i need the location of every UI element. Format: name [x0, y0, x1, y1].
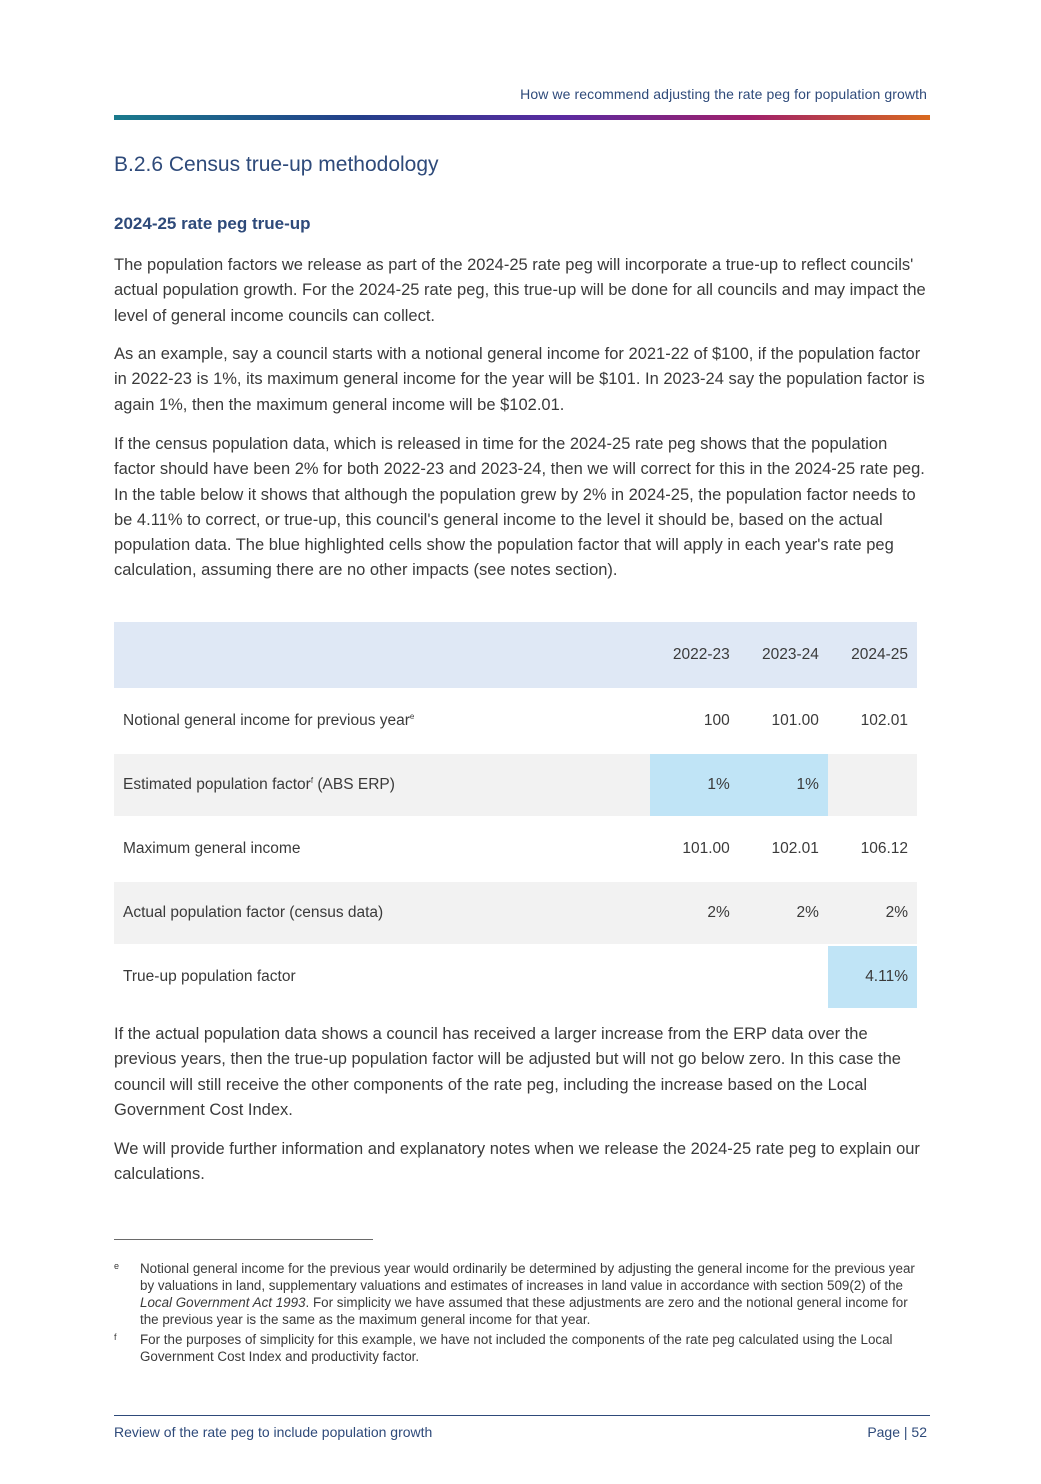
act-title: Local Government Act 1993 [140, 1295, 306, 1310]
footnote-ref-f: f [310, 775, 314, 785]
table-cell-highlighted: 1% [739, 754, 828, 816]
table-cell: 102.01 [860, 712, 908, 729]
paragraph-adjustment: If the actual population data shows a council has received a larger increase from the ERP data over the previous years, then the true-up population factor will be adjusted but will not go below zero. In this case the council will still receive the other components of the rate peg, including the increase based on the Local Government Cost Index. [114, 1025, 901, 1119]
row-label: True-up population factor [123, 968, 296, 985]
table-cell: 100 [703, 712, 730, 729]
table-row [114, 946, 917, 1008]
section-heading: B.2.6 Census true-up methodology [114, 153, 439, 176]
table-header-row [114, 622, 917, 688]
footer-document-title: Review of the rate peg to include population growth [114, 1424, 433, 1440]
row-label: Actual population factor (census data) [114, 882, 650, 944]
true-up-table [114, 620, 917, 1010]
row-label-text: Estimated population factor [123, 776, 311, 793]
paragraph-intro: The population factors we release as part of the 2024-25 rate peg will incorporate a true-up to reflect councils' actual population growth. For the 2024-25 rate peg, this true-up will be done for all councils and may impact the level of general income councils can collect. [114, 256, 926, 325]
footnote-text: For the purposes of simplicity for this example, we have not included the components of the rate peg calculated using the Local Government Cost Index and productivity factor. [140, 1332, 893, 1364]
paragraph-census: If the census population data, which is released in time for the 2024-25 rate peg shows that the population factor should have been 2% for both 2022-23 and 2023-24, then we will correct for this in the 2024-25 rate peg. In the table below it shows that although the population grew by 2% in 2024-25, the population factor needs to be 4.11% to correct, or true-up, this council's general income to the level it should be, based on the actual population data. The blue highlighted cells show the population factor that will apply in each year's rate peg calculation, assuming there are no other impacts (see notes section). [114, 435, 925, 580]
table-cell: 101.00 [682, 840, 730, 857]
table-row [114, 882, 917, 944]
table-row [114, 754, 917, 816]
footnote-text: Notional general income for the previous year would ordinarily be determined by adjusting the general income for the previous year by valuations in land, supplementary valuations and estimates of increases in land value in accordance with section 509(2) of the Local Government Act 1993. For simplicity we have assumed that these adjustments are zero and the notional general income for the previous year is the same as the maximum general income for that year. [140, 1261, 915, 1327]
footer-divider [114, 1415, 930, 1416]
table-cell: 106.12 [860, 840, 908, 857]
table-header-cell: 2023-24 [739, 622, 828, 688]
table-row [114, 690, 917, 752]
running-header: How we recommend adjusting the rate peg for population growth [520, 86, 927, 102]
row-label [114, 754, 650, 816]
header-gradient-rule [114, 115, 930, 120]
table-cell [739, 946, 828, 1008]
table-header-blank [114, 622, 650, 688]
row-label: Maximum general income [123, 840, 301, 857]
row-label [114, 690, 650, 752]
page-number: Page | 52 [867, 1424, 927, 1440]
row-label-suffix: (ABS ERP) [313, 776, 395, 793]
subsection-heading: 2024-25 rate peg true-up [114, 214, 311, 233]
footnote-mark: f [114, 1332, 117, 1342]
table-cell: 2% [739, 882, 828, 944]
paragraph-example: As an example, say a council starts with a notional general income for 2021-22 of $100, if the population factor in 2022-23 is 1%, its maximum general income for the year will be $101. In 2023-24 say the population factor is again 1%, then the maximum general income will be $102.01. [114, 345, 925, 414]
table-cell [650, 946, 739, 1008]
table-cell [828, 754, 917, 816]
table-header-cell: 2024-25 [828, 622, 917, 688]
table-cell: 2% [828, 882, 917, 944]
table-row [114, 818, 917, 880]
row-label-text: Notional general income for previous year [123, 712, 410, 729]
footnote-mark: e [114, 1261, 120, 1271]
footnote-divider [114, 1239, 373, 1240]
table-cell: 101.00 [771, 712, 819, 729]
table-header-cell: 2022-23 [650, 622, 739, 688]
table-cell: 102.01 [771, 840, 819, 857]
footnote-f [114, 1331, 929, 1365]
footnote-ref-e: e [409, 711, 415, 721]
table-cell-highlighted: 4.11% [828, 946, 917, 1008]
footnote-e [114, 1260, 929, 1328]
paragraph-further-info: We will provide further information and explanatory notes when we release the 2024-25 rate peg to explain our calculations. [114, 1140, 920, 1184]
table-cell-highlighted: 1% [650, 754, 739, 816]
table-cell: 2% [650, 882, 739, 944]
